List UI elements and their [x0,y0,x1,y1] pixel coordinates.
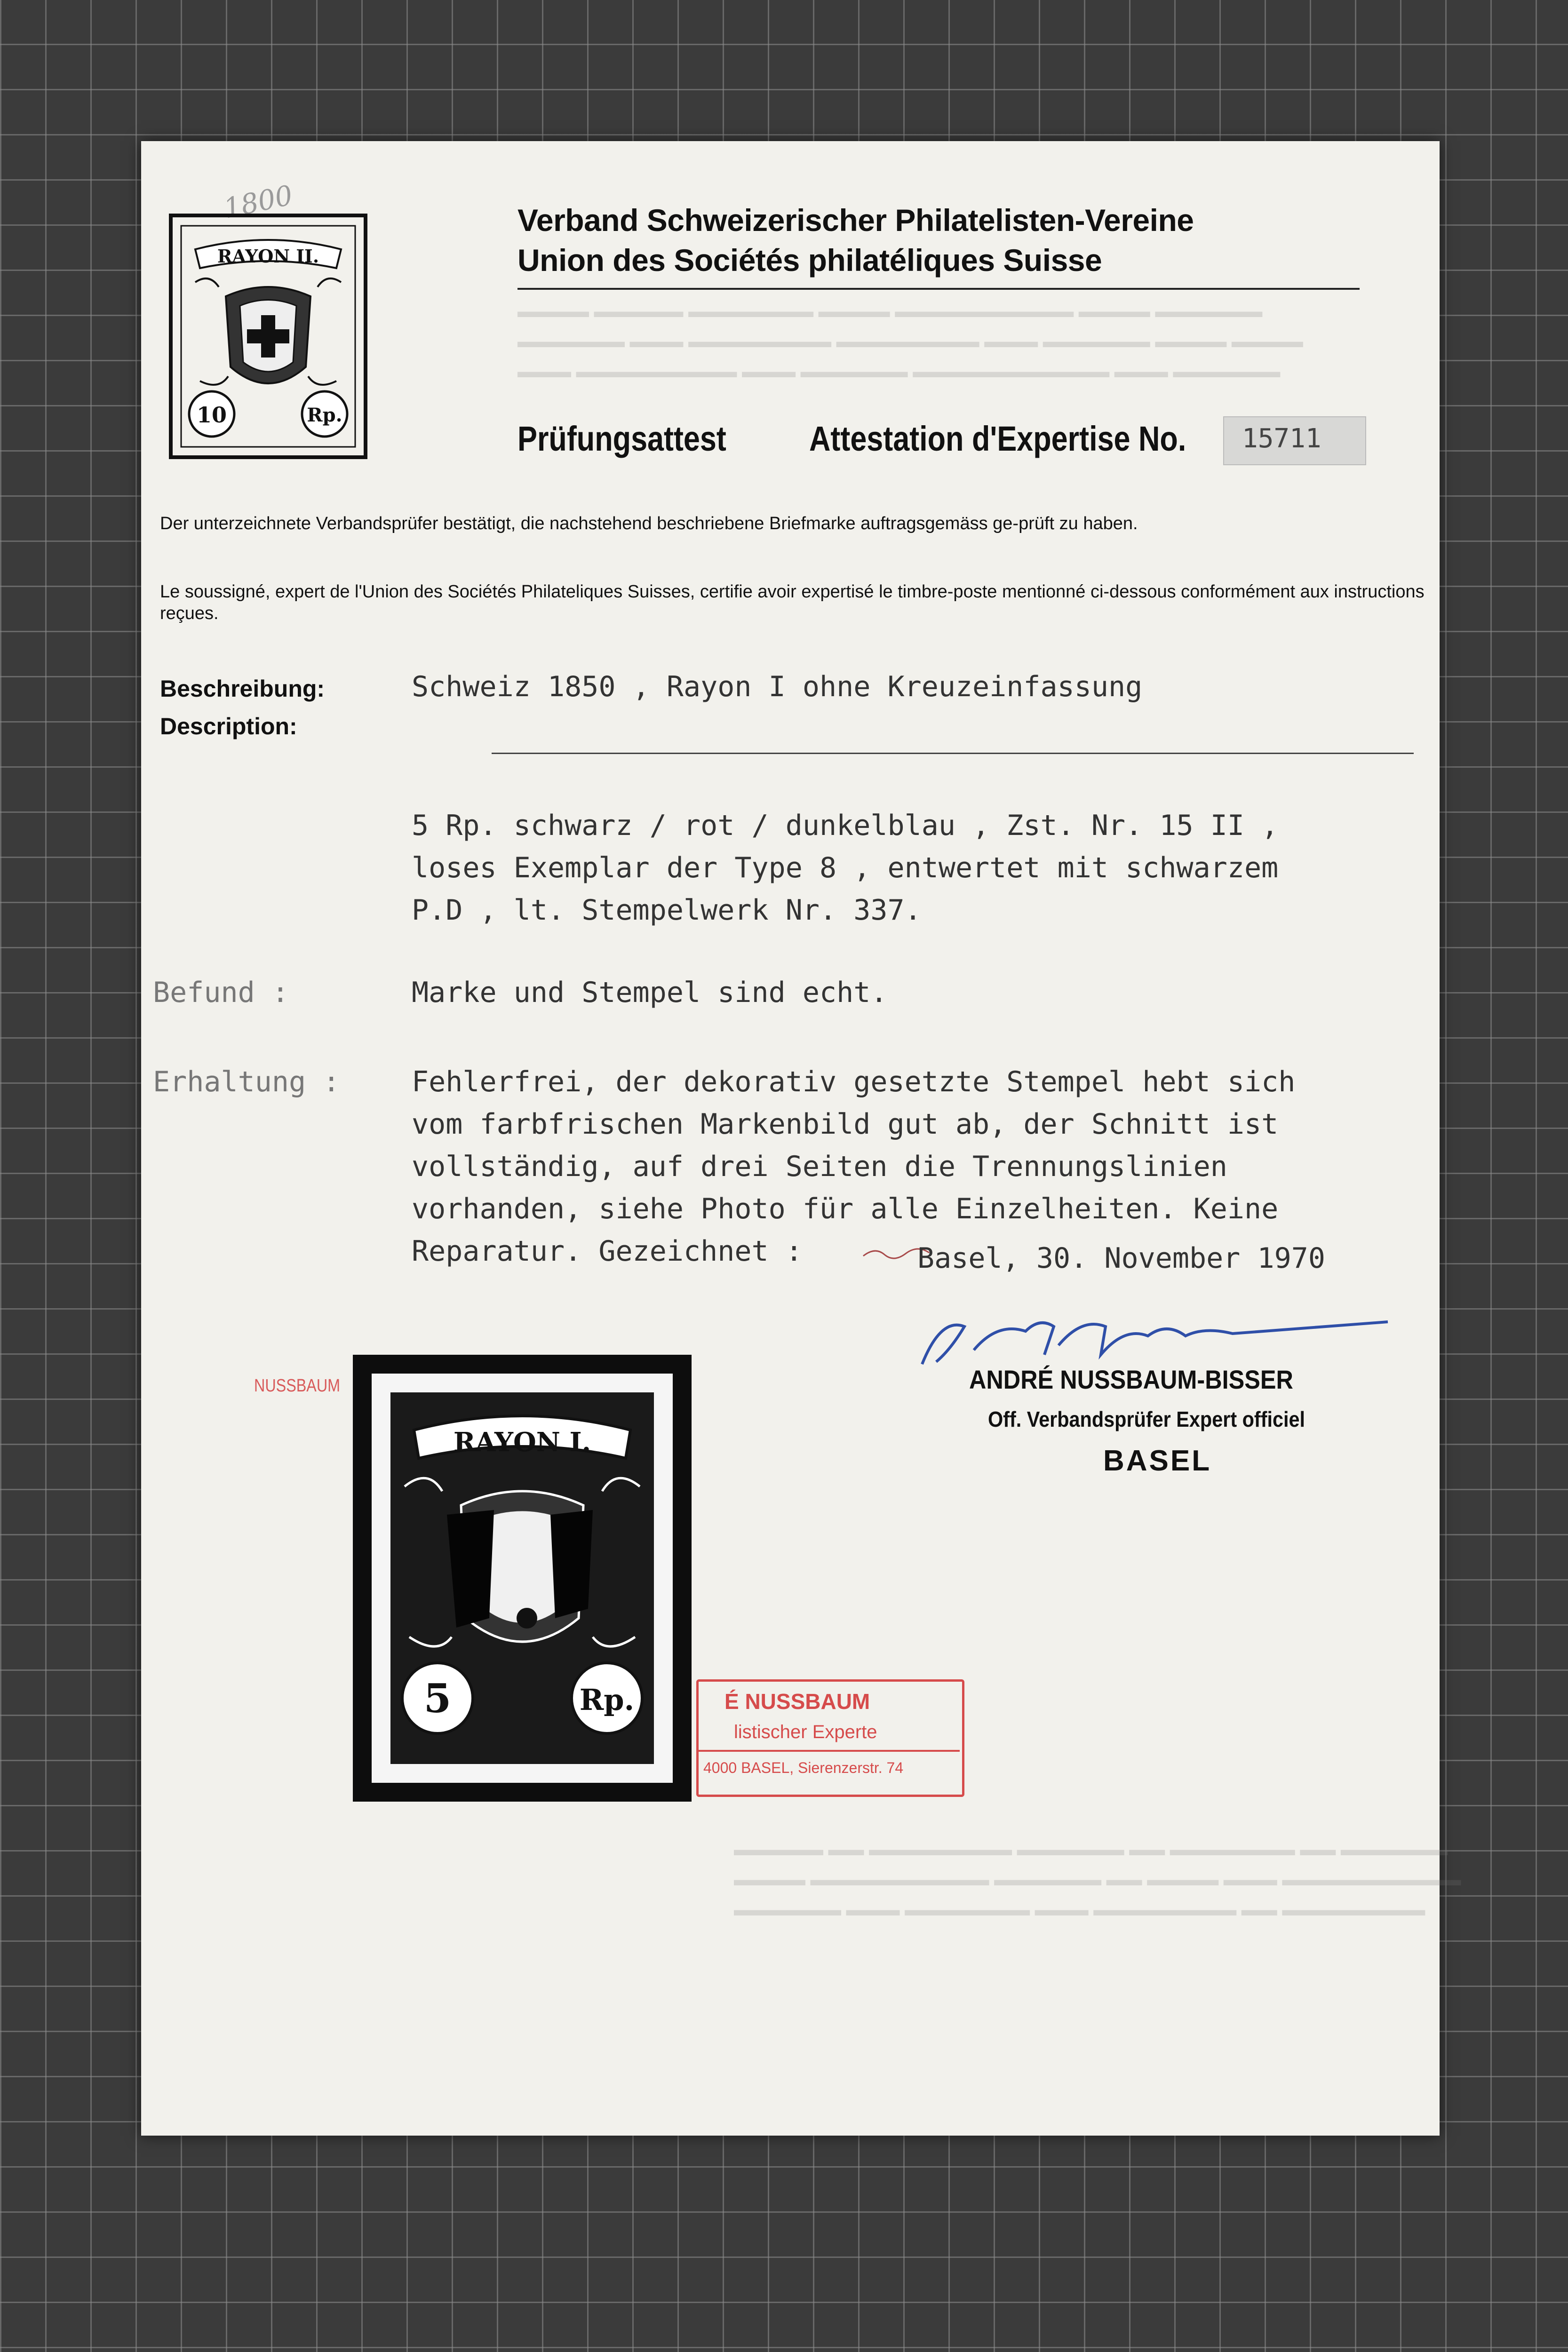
handwritten-signature [903,1308,1393,1374]
erhaltung-line-3: vollständig, auf drei Seiten die Trennungslinien [412,1150,1227,1183]
certificate-paper [141,141,1461,2136]
red-stamp-divider [696,1750,960,1752]
label-erhaltung: Erhaltung : [153,1065,340,1098]
red-stamp-line-2: listischer Experte [734,1722,877,1742]
description-line-4: P.D , lt. Stempelwerk Nr. 337. [412,894,922,927]
red-name-stamp: NUSSBAUM [254,1376,341,1396]
befund-text: Marke und Stempel sind echt. [412,976,888,1009]
certificate-title-fr: Attestation d'Expertise No. [809,419,1186,458]
erhaltung-line-2: vom farbfrischen Markenbild gut ab, der Schnitt ist [412,1108,1279,1141]
show-through-texture-bottom: ▬▬▬▬▬ ▬▬ ▬▬▬▬▬▬▬▬ ▬▬▬▬▬▬ ▬▬ ▬▬▬▬▬▬▬ ▬▬ ▬▬▬▬▬▬ ▬▬▬▬ ▬▬▬▬▬▬▬▬▬▬ ▬▬▬▬▬▬ ▬▬ ▬▬▬▬ ▬▬▬ ▬▬▬▬▬▬▬▬▬▬ ▬▬▬▬▬▬ ▬▬▬ ▬▬▬▬▬▬▬ ▬▬▬ ▬▬▬▬▬▬▬▬ ▬▬ ▬▬▬▬▬▬▬▬ [734,1840,1461,1920]
label-beschreibung: Beschreibung: [160,675,325,702]
stamp-unit: Rp. [579,1683,635,1717]
org-divider [517,288,1360,290]
red-stamp-line-1: É NUSSBAUM [724,1689,870,1714]
rayon-i-stamp-image [372,1374,673,1783]
label-befund: Befund : [153,976,289,1009]
erhaltung-line-1: Fehlerfrei, der dekorativ gesetzte Stempel hebt sich [412,1065,1296,1098]
description-line-1: Schweiz 1850 , Rayon I ohne Kreuzeinfassung [412,670,1143,703]
rayon-ii-logo [167,212,369,461]
stamp-photo [353,1355,692,1802]
erhaltung-line-5: Reparatur. Gezeichnet : [412,1235,803,1268]
date-line: Basel, 30. November 1970 [917,1242,1325,1275]
description-line-2: 5 Rp. schwarz / rot / dunkelblau , Zst. Nr. 15 II , [412,809,1279,842]
show-through-texture: ▬▬▬▬ ▬▬▬▬▬ ▬▬▬▬▬▬▬ ▬▬▬▬ ▬▬▬▬▬▬▬▬▬▬ ▬▬▬▬ ▬▬▬▬▬▬ ▬▬▬▬▬▬ ▬▬▬ ▬▬▬▬▬▬▬▬ ▬▬▬▬▬▬▬▬ ▬▬▬ ▬▬▬▬▬▬ ▬▬▬▬ ▬▬▬▬ ▬▬▬ ▬▬▬▬▬▬▬▬▬ ▬▬▬ ▬▬▬▬▬▬ ▬▬▬▬▬▬▬▬▬▬▬ ▬▬▬ ▬▬▬▬▬▬ [517,302,1303,381]
intro-text-de: Der unterzeichnete Verbandsprüfer bestätigt, die nachstehend beschriebene Briefmarke auftragsgemäss ge-prüft zu haben. [160,514,1138,533]
expert-name: ANDRÉ NUSSBAUM-BISSER [969,1365,1293,1394]
org-name-de: Verband Schweizerischer Philatelisten-Vereine [517,203,1194,238]
expert-city: BASEL [1103,1445,1212,1477]
certificate-number: 15711 [1242,423,1321,454]
stamp-value: 5 [423,1675,452,1722]
logo-top-text: RAYON II. [217,246,319,267]
description-line-3: loses Exemplar der Type 8 , entwertet mit schwarzem [412,851,1279,884]
red-stamp-line-3: 4000 BASEL, Sierenzerstr. 74 [703,1759,904,1776]
org-name-fr: Union des Sociétés philatéliques Suisse [517,243,1102,278]
logo-unit: Rp. [307,404,342,426]
intro-text-fr: Le soussigné, expert de l'Union des Sociétés Philateliques Suisses, certifie avoir expertisé le timbre-poste mentionné ci-dessous conformément aux instructions reçues. [160,582,1425,623]
pencil-note: 1800 [221,179,296,225]
certificate-title-de: Prüfungsattest [517,419,726,458]
stamp-top-text: RAYON I. [453,1427,591,1458]
logo-value: 10 [196,402,227,428]
label-description: Description: [160,713,297,739]
expert-role: Off. Verbandsprüfer Expert officiel [988,1407,1305,1431]
description-divider [492,753,1414,754]
erhaltung-line-4: vorhanden, siehe Photo für alle Einzelheiten. Keine [412,1192,1279,1225]
